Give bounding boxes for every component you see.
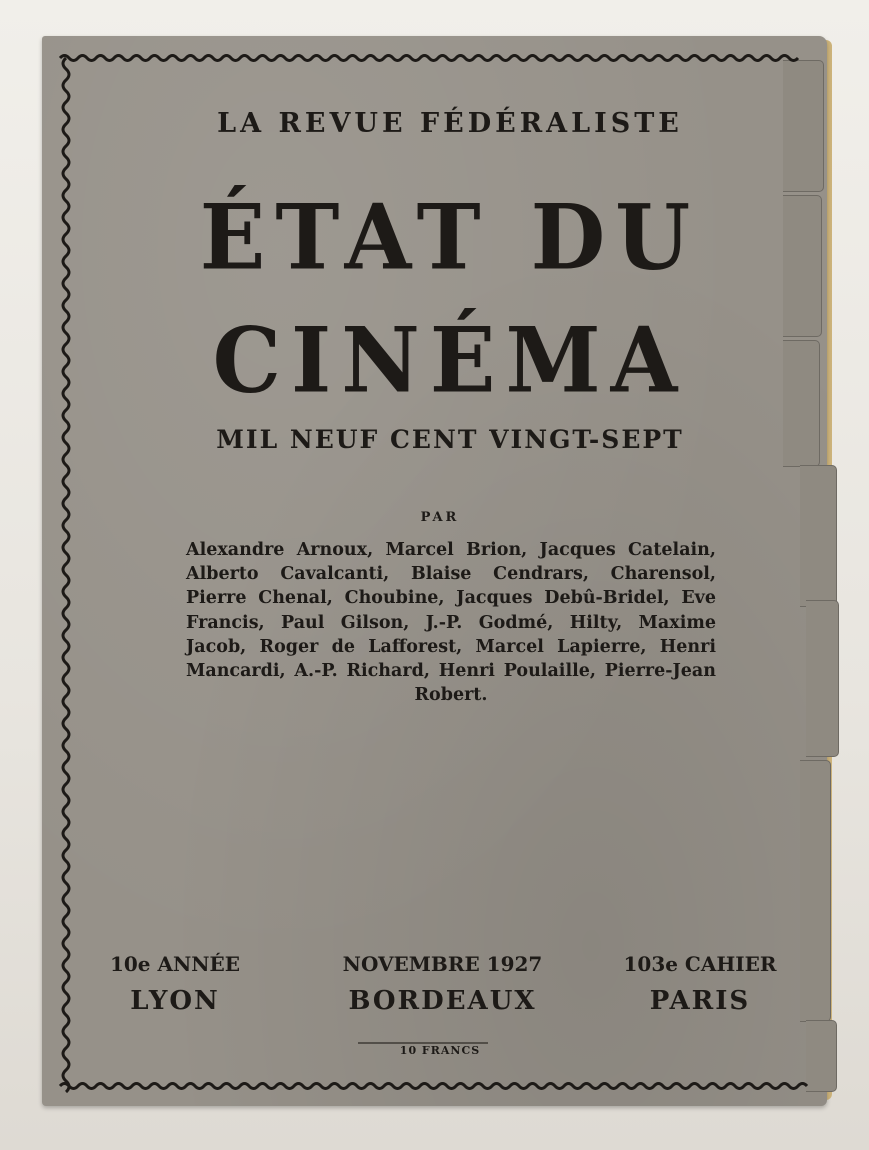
series-title: LA REVUE FÉDÉRALISTE	[217, 108, 683, 139]
price-label: 10 FRANCS	[399, 1044, 481, 1057]
authors-list: Alexandre Arnoux, Marcel Brion, Jacques Catelain, Alberto Cavalcanti, Blaise Cendrars, Charensol, Pierre Chenal, Choubine, Jacques Debû-Bridel, Eve Francis, Paul Gilson, J.-P. Godmé, Hilty, Maxime Jacob, Roger de Lafforest, Marcel Lapierre, Henri Mancardi, A.-P. Richard, Henri Poulaille, Pierre-Jean Robert.	[186, 540, 716, 706]
year-subtitle: MIL NEUF CENT VINGT-SEPT	[216, 425, 684, 454]
city-lyon: LYON	[130, 986, 220, 1016]
issue-number: 103e CAHIER	[623, 952, 777, 976]
volume-year: 10e ANNÉE	[109, 952, 241, 976]
city-bordeaux: BORDEAUX	[348, 986, 537, 1016]
city-paris: PARIS	[649, 986, 751, 1016]
issue-date: NOVEMBRE 1927	[342, 952, 543, 976]
by-label: PAR	[420, 510, 460, 525]
title-line-2: CINÉMA	[212, 307, 688, 414]
title-line-1: ÉTAT DU	[199, 184, 701, 291]
